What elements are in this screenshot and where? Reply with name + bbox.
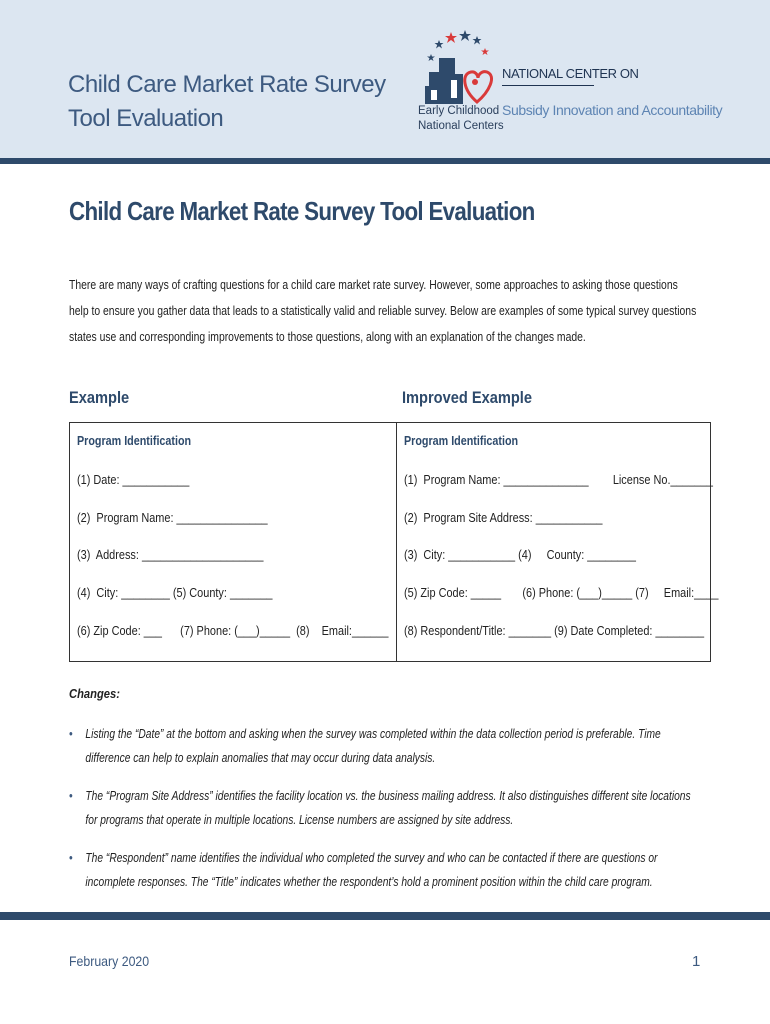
center-name-underline <box>502 85 594 86</box>
right-row-5: (8) Respondent/Title: _______ (9) Date Completed: ________ <box>404 623 705 638</box>
right-row-1: (1) Program Name: ______________ License No._______ <box>404 472 714 487</box>
change-text: The “Respondent” name identifies the individual who completed the survey and who can be contacted if there are questions or incomplete responses. The “Title” indicates whether the respondent’s hold a prominent position within the child care program. <box>85 851 658 889</box>
center-name-bottom: Subsidy Innovation and Accountability <box>502 102 723 118</box>
right-section-heading: Program Identification <box>404 434 519 448</box>
improved-example-heading: Improved Example <box>402 388 533 407</box>
table-column-divider <box>396 422 397 662</box>
right-row-4: (5) Zip Code: _____ (6) Phone: (___)_____ (7) Email:____ <box>404 585 719 600</box>
left-row-1: (1) Date: ___________ <box>77 472 190 487</box>
header-title: Child Care Market Rate Survey Tool Evaluation <box>68 71 386 132</box>
left-row-3: (3) Address: ____________________ <box>77 547 264 562</box>
change-text: Listing the “Date” at the bottom and asking when the survey was completed within the data collection period is preferable. Time difference can help to explain anomalies that may occur during data analysis. <box>85 727 661 765</box>
star-icon <box>427 30 489 61</box>
left-row-5: (6) Zip Code: ___ (7) Phone: (___)_____ (8) Email:______ <box>77 623 389 638</box>
right-row-2: (2) Program Site Address: ___________ <box>404 510 603 525</box>
page-number: 1 <box>692 953 701 970</box>
building-blocks-icon <box>425 58 463 104</box>
bullet-icon: • <box>69 850 73 865</box>
change-item <box>69 846 692 894</box>
change-item <box>69 722 692 770</box>
change-text: The “Program Site Address” identifies the facility location vs. the business mailing address. It also distinguishes different site locations for programs that operate in multiple locations. License numbers are assigned by site address. <box>85 789 691 827</box>
footer-date: February 2020 <box>69 953 150 969</box>
bullet-icon: • <box>69 788 73 803</box>
left-row-2: (2) Program Name: _______________ <box>77 510 268 525</box>
header-divider <box>0 158 770 164</box>
logo-text-line2: National Centers <box>418 120 504 132</box>
left-section-heading: Program Identification <box>77 434 192 448</box>
left-row-4: (4) City: ________ (5) County: _______ <box>77 585 273 600</box>
heart-icon <box>465 72 492 102</box>
changes-label: Changes: <box>69 686 120 701</box>
page-title: Child Care Market Rate Survey Tool Evaluation <box>69 196 535 226</box>
intro-paragraph: There are many ways of crafting questions for a child care market rate survey. However, some approaches to asking those questions help to ensure you gather data that leads to a statistically valid and reliable survey. Below are examples of some typical survey questions states use and corresponding improvements to those questions, along with an explanation of the changes made. <box>69 278 697 344</box>
example-heading: Example <box>69 388 130 407</box>
right-row-3: (3) City: ___________ (4) County: ________ <box>404 547 636 562</box>
bullet-icon: • <box>69 726 73 741</box>
logo-text-line1: Early Childhood <box>418 105 500 117</box>
footer-divider <box>0 912 770 920</box>
change-item <box>69 784 692 832</box>
center-name-top: NATIONAL CENTER ON <box>502 66 639 81</box>
